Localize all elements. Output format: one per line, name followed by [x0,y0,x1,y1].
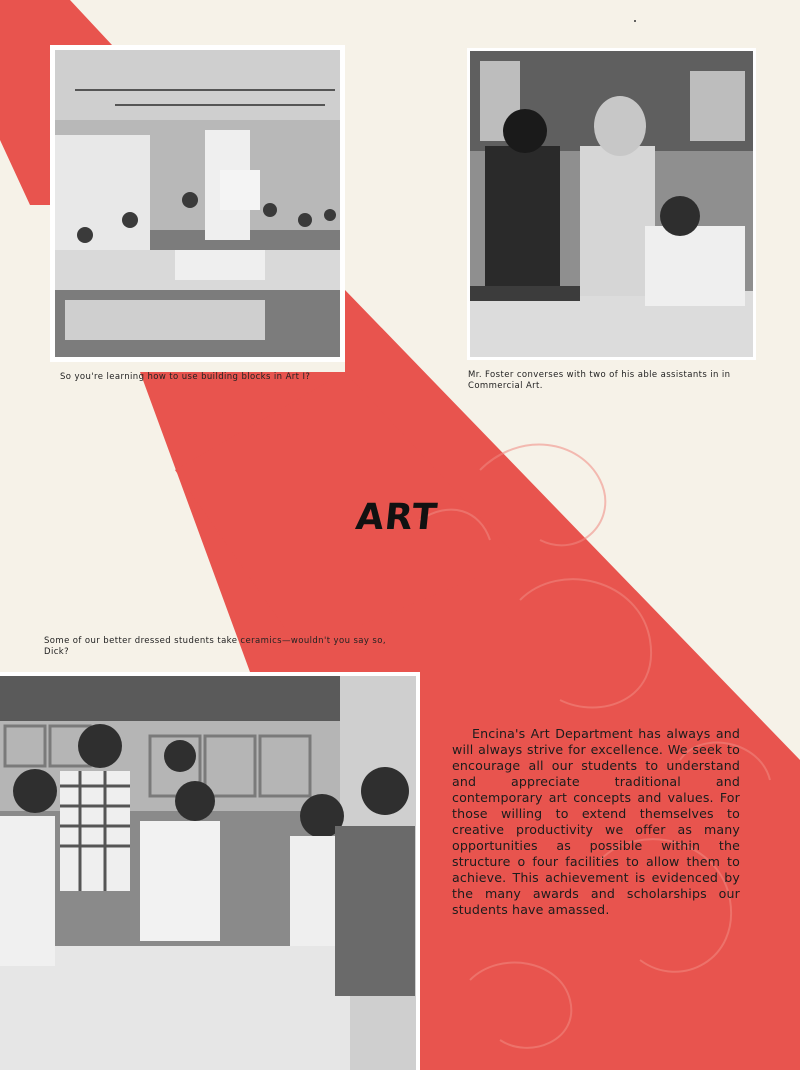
art-department-paragraph: Encina's Art Department has always and will always strive for excellence. We seek to encourage all our students to understand and appreciate traditional and contemporary art concepts and values. For those willing to extend themselves to creative productivity we offer as many opportunities as possible within the structure o four facilities to allow them to achieve. This achievement is evidenced by the many awards and scholarships our students have amassed. [452,726,740,917]
caption-top-right: Mr. Foster converses with two of his able assistants in in Commercial Art. [468,370,731,391]
caption-bottom: Some of our better dressed students take ceramics—wouldn't you say so, Dick? [44,636,386,657]
page-title: ART [353,497,440,538]
photo-commercial-art [467,48,756,360]
photo-art-class-building-blocks [50,45,345,362]
print-speck [634,20,636,22]
caption-top-left: So you're learning how to use building blocks in Art I? [60,372,311,382]
photo-ceramics-class [0,672,420,1070]
